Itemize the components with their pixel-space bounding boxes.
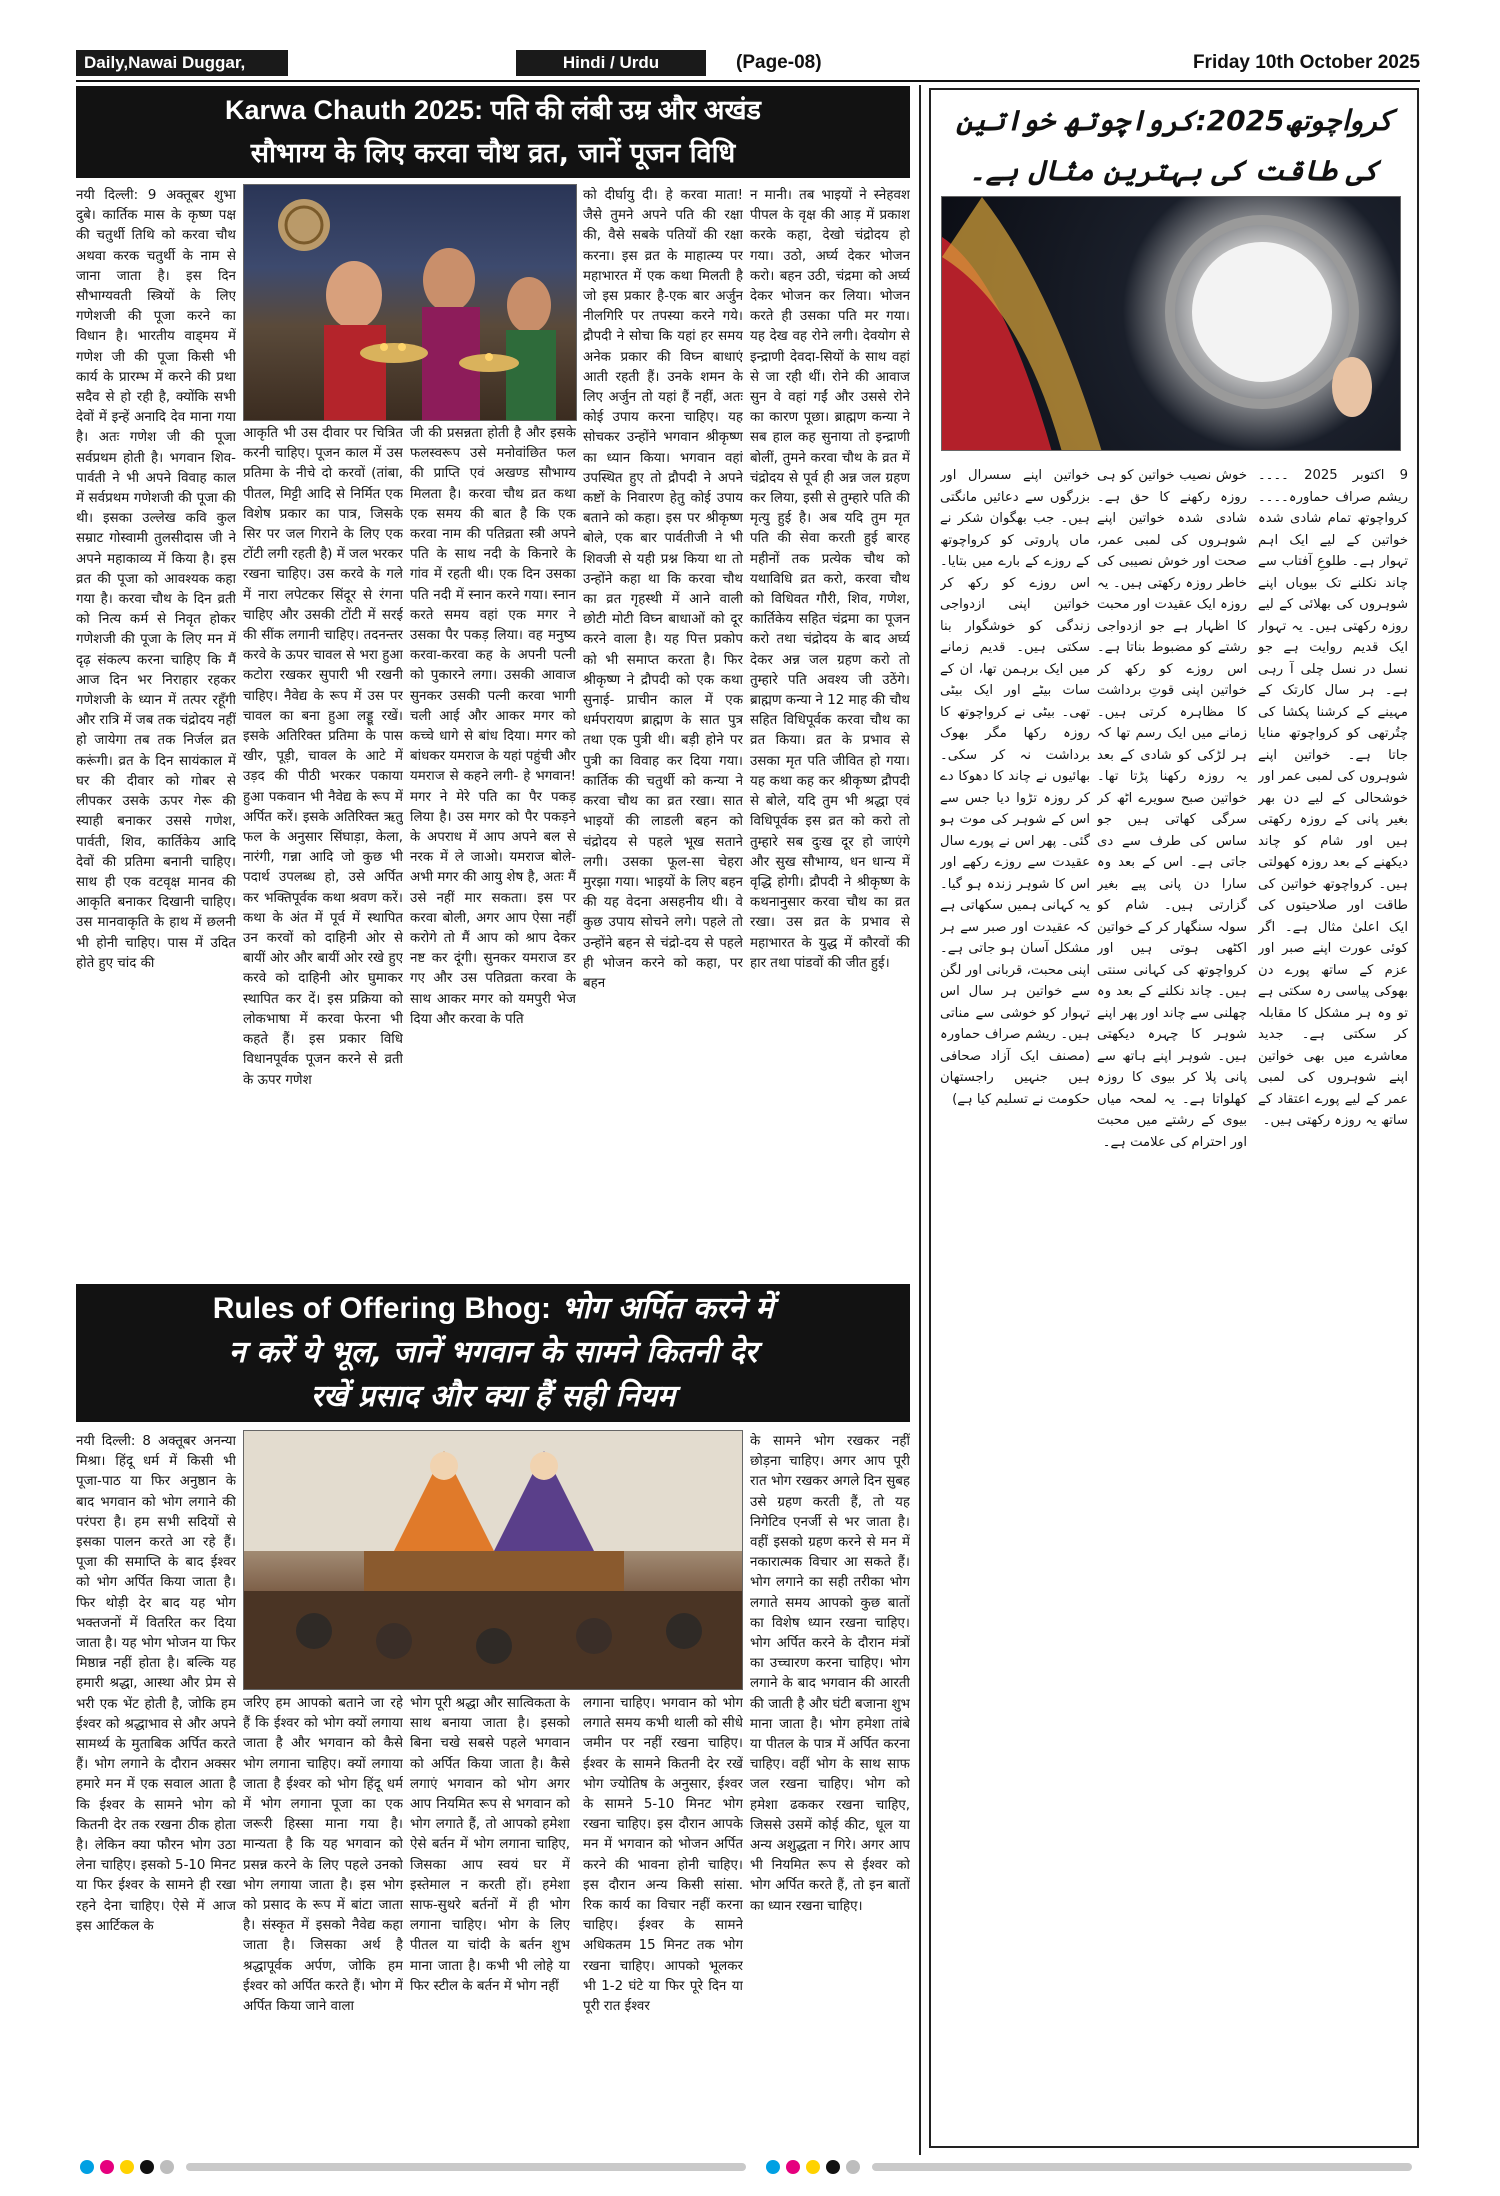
- article1-column-5: न मानी। तब भाइयों ने स्नेहवश पीपल के वृक्ष की आड़ में प्रकाश करके कहा, देखो चंद्रोदय हो गया। उठो, अर्घ्य देकर भोजन करो। बहन उठी, चंद्रमा को अर्घ्य देकर भोजन कर लिया। भोजन करते ही उसका पति मर गया। यह देख वह रोने लगी। देवयोग से इन्द्राणी देवदा-सियों के साथ वहां से जा रही थीं। रोने की आवाज सुन वे वहां गईं और उससे रोने का कारण पूछा। ब्राह्मण कन्या ने सब हाल कह सुनाया तो इन्द्राणी बोलीं, तुमने करवा चौथ के व्रत में चंद्रोदय से पूर्व ही अन्न जल ग्रहण कर लिया, इसी से तुम्हारे पति की मृत्यु हुई है। अब यदि तुम मृत पति की सेवा करती हुई बारह महीनों तक प्रत्येक चौथ को यथाविधि व्रत करो, करवा चौथ को विधिवत गौरी, शिव, गणेश, कार्तिकेय सहित चंद्रमा का पूजन करो तथा चंद्रोदय के बाद अर्घ्य देकर अन्न जल ग्रहण करो तो तुम्हारे पति अवश्य जी उठेंगे। ब्राह्मण कन्या ने 12 माह की चौथ सहित विधिपूर्वक करवा चौथ का व्रत किया। व्रत के प्रभाव से उसका मृत पति जीवित हो गया। यह कथा कह कर श्रीकृष्ण द्रौपदी से बोले, यदि तुम भी श्रद्धा एवं विधिपूर्वक इस व्रत को करो तो तुम्हारे सब दुःख दूर हो जाएंगे और सुख सौभाग्य, धन धान्य में वृद्धि होगी। द्रौपदी ने श्रीकृष्ण के कथनानुसार करवा चौथ का व्रत रखा। उस व्रत के प्रभाव से महाभारत के युद्ध में कौरवों की हार तथा पांडवों की जीत हुई।: [750, 188, 910, 971]
- karwa-chauth-photo: [243, 184, 577, 421]
- women-with-sieves-illustration: [244, 185, 577, 421]
- moon-and-sieve-illustration: [942, 197, 1401, 451]
- urdu-headline: کرواچوتھ2025:کرواچوتھ خواتین کی طاقت کی بہترین مثال ہے۔: [956, 104, 1392, 187]
- article2-headline-line1: [76, 1287, 910, 1331]
- article1-headline: [76, 86, 910, 178]
- article2-column-3: भोग पूरी श्रद्धा और सात्विकता के साथ बनाया जाता है। इसको बिना चखे सबसे पहले भगवान को अर्पित किया जाता है। कैसे लगाएं भगवान को भोग अगर आप नियमित रूप से भगवान को भोग लगाते हैं, तो आपको हमेशा ऐसे बर्तन में भोग लगाना चाहिए, जिसका आप स्वयं घर में इस्तेमाल न करती हों। हमेशा साफ-सुथरे बर्तनों में ही भोग लगाना चाहिए। भोग के लिए पीतल या चांदी के बर्तन शुभ माना जाता है। कभी भी लोहे या फिर स्टील के बर्तन में भोग नहीं: [410, 1696, 570, 1994]
- language-label: Hindi / Urdu: [516, 50, 706, 76]
- article1-column-4: को दीर्घायु दी। हे करवा माता! जैसे तुमने अपने पति की रक्षा की, वैसे सबके पतियों की रक्षा करना। इस व्रत के माहात्म्य पर महाभारत में एक कथा मिलती है जो इस प्रकार है-एक बार अर्जुन नीलगिरि पर तपस्या करने गये। द्रौपदी ने सोचा कि यहां हर समय अनेक प्रकार की विघ्न बाधाएं आती रहती हैं। उनके शमन के लिए अर्जुन तो यहां हैं नहीं, अतः कोई उपाय करना चाहिए। यह सोचकर उन्होंने भगवान श्रीकृष्ण का ध्यान किया। भगवान वहां उपस्थित हुए तो द्रौपदी ने अपने कष्टों के निवारण हेतु कोई उपाय बताने को कहा। इस पर श्रीकृष्ण बोले, एक बार पार्वतीजी ने भी शिवजी से यही प्रश्न किया था तो उन्होंने कहा था कि करवा चौथ का व्रत गृहस्थी में आने वाली छोटी मोटी विघ्न बाधाओं को दूर करने वाला है। यह पित्त प्रकोप को भी समाप्त करता है। फिर श्रीकृष्ण ने द्रौपदी को एक कथा सुनाई- प्राचीन काल में एक धर्मपरायण ब्राह्मण के सात पुत्र तथा एक पुत्री थी। बड़ी होने पर पुत्री का विवाह कर दिया गया। कार्तिक की चतुर्थी को कन्या ने करवा चौथ का व्रत रखा। सात भाइयों की लाडली बहन को चंद्रोदय से पहले भूख सताने लगी। उसका फूल-सा चेहरा मुरझा गया। भाइयों के लिए बहन की यह वेदना असहनीय थी। वे कुछ उपाय सोचने लगे। पहले तो उन्होंने बहन से चंद्रो-दय से पहले ही भोजन करने को कहा, पर बहन: [583, 188, 743, 991]
- article2-headline-english: Rules of Offering Bhog:: [212, 1292, 552, 1325]
- article1-headline-line2: सौभाग्य के लिए करवा चौथ व्रत, जानें पूजन विधि: [250, 138, 736, 169]
- temple-deities-illustration: [244, 1431, 743, 1690]
- registration-marks: [76, 2156, 1420, 2174]
- urdu-column-3: خواتین اپنے سسرال اور بزرگوں سے دعائیں مانگتی ہیں۔ جب بھگوان شکر نے ماں پاروتی کو کرواچوتھ کے روزے کے بارے میں بتایا۔ اس روزے کو رکھ کر خواتین اپنی ازدواجی زندگی کو خوشگوار بنا سکتی ہیں۔ قدیم زمانے میں ایک برہمن تھا، ان کے سات بیٹے اور ایک بیٹی تھی۔ بیٹی نے کرواچوتھ کا روزہ رکھا مگر بھوک برداشت نہ کر سکی۔ بھائیوں نے چاند کا دھوکا دے کر روزہ تڑوا دیا جس سے اس کے شوہر کی موت ہو گئی۔ پھر اس نے پورے سال عقیدت سے روزے رکھے اور اس کا شوہر زندہ ہو گیا۔ یہ کہانی ہمیں سکھاتی ہے کہ عقیدت اور صبر سے ہر مشکل آسان ہو جاتی ہے۔ اپنی محبت، قربانی اور لگن سے خواتین ہر سال اس تہوار کو خوشی سے مناتی ہیں۔ ریشم صراف حماورہ (مصنف ایک آزاد صحافی ہیں جنہیں راجستھان حکومت نے تسلیم کیا ہے): [940, 468, 1090, 1107]
- article2-column-5: के सामने भोग रखकर नहीं छोड़ना चाहिए। अगर आप पूरी रात भोग रखकर अगले दिन सुबह उसे ग्रहण करती हैं, तो यह निगेटिव एनर्जी से भर जाता है। वहीं इसको ग्रहण करने से मन में नकारात्मक विचार आ सकते हैं। भोग लगाने का सही तरीका भोग लगाते समय आपको कुछ बातों का विशेष ध्यान रखना चाहिए। भोग अर्पित करने के दौरान मंत्रों का उच्चारण करना चाहिए। भोग लगाने के बाद भगवान की आरती की जाती है और घंटी बजाना शुभ माना जाता है। भोग हमेशा तांबे या पीतल के पात्र में अर्पित करना चाहिए। वहीं भोग के साथ साफ जल रखना चाहिए। भोग को हमेशा ढककर रखना चाहिए, जिससे उसमें कोई कीट, धूल या अन्य अशुद्धता न गिरे। अगर आप भी नियमित रूप से ईश्वर को भोग अर्पित करते हैं, तो इन बातों का ध्यान रखना चाहिए।: [750, 1434, 910, 1914]
- article2-headline-line2: न करें ये भूल, जानें भगवान के सामने कितनी देर: [228, 1335, 758, 1370]
- registration-dot: [160, 2160, 174, 2174]
- footer-bar: [872, 2163, 1412, 2171]
- article1-headline-line1: Karwa Chauth 2025: पति की लंबी उम्र और अखंड: [224, 95, 762, 125]
- article2-headline: [76, 1284, 910, 1422]
- registration-dot: [140, 2160, 154, 2174]
- registration-dot: [806, 2160, 820, 2174]
- publication-name: Daily,Nawai Duggar,: [76, 50, 288, 76]
- article2-column-4: लगाना चाहिए। भगवान को भोग लगाते समय कभी थाली को सीधे जमीन पर नहीं रखना चाहिए। ईश्वर के सामने कितनी देर रखें भोग ज्योतिष के अनुसार, ईश्वर के सामने 5-10 मिनट भोग रखना चाहिए। इस दौरान आपके मन में भगवान को भोजन अर्पित करने की भावना होनी चाहिए। इस दौरान अन्य किसी सांसा. रिक कार्य का विचार नहीं करना चाहिए। ईश्वर के सामने अधिकतम 15 मिनट तक भोग रखना चाहिए। आपको भूलकर भी 1-2 घंटे या फिर पूरे दिन या पूरी रात ईश्वर: [583, 1696, 743, 2015]
- registration-dot: [120, 2160, 134, 2174]
- article1-column-2: आकृति भी उस दीवार पर चित्रित करनी चाहिए। पूजन काल में उस प्रतिमा के नीचे दो करवों (तांबा, पीतल, मिट्टी आदि से निर्मित एक विशेष प्रकार का पात्र, जिसके सिर पर जल गिराने के लिए एक टोंटी लगी रहती है) में जल भरकर रखना चाहिए। उस करवे के गले में नारा लपेटकर सिंदूर से रंगना चाहिए और उसकी टोंटी में सरई की सींक लगानी चाहिए। तदनन्तर करवे के ऊपर चावल से भरा हुआ कटोरा रखकर सुपारी भी रखनी चाहिए। नैवेद्य के रूप में उस पर चावल का बना हुआ लड्डू रखें। इसके अतिरिक्त प्रतिमा के पास खीर, पूड़ी, चावल के आटे में उड़द की पीठी भरकर पकाया हुआ पकवान भी नैवेद्य के रूप में अर्पित करें। इसके अतिरिक्त ऋतु फल के अनुसार सिंघाड़ा, केला, नारंगी, गन्ना आदि जो कुछ भी पदार्थ उपलब्ध हो, उसे अर्पित कर भक्तिपूर्वक कथा श्रवण करें। कथा के अंत में पूर्व में स्थापित उन करवों को दाहिनी ओर से बायीं ओर और बायीं ओर रखे हुए करवे को दाहिनी ओर घुमाकर स्थापित कर दें। इस प्रक्रिया को लोकभाषा में करवा फेरना भी कहते हैं। इस प्रकार विधि विधानपूर्वक पूजन करने से व्रती के ऊपर गणेश: [243, 426, 403, 1088]
- registration-dot: [80, 2160, 94, 2174]
- footer-bar: [186, 2163, 746, 2171]
- masthead: [76, 50, 1420, 84]
- registration-dot: [786, 2160, 800, 2174]
- bhog-offering-photo: [243, 1430, 743, 1690]
- section-divider: [919, 85, 921, 2155]
- article2-column-1: नयी दिल्ली: 8 अक्तूबर अनन्या मिश्रा। हिंदू धर्म में किसी भी पूजा-पाठ या फिर अनुष्ठान के बाद भगवान को भोग लगाने की परंपरा है। हम सभी सदियों से इसका पालन करते आ रहे हैं। पूजा की समाप्ति के बाद ईश्वर को भोग अर्पित किया जाता है। फिर थोड़ी देर बाद यह भोग भक्तजनों में वितरित कर दिया जाता है। यह भोग भोजन या फिर मिष्ठान्न नहीं होता है। बल्कि यह हमारी श्रद्धा, आस्था और प्रेम से भरी एक भेंट होती है, जोकि हम ईश्वर को श्रद्धाभाव से और अपने सामर्थ्य के मुताबिक अर्पित करते हैं। भोग लगाने के दौरान अक्सर हमारे मन में एक सवाल आता है कि ईश्वर के सामने भोग को कितनी देर तक रखना ठीक होता है। लेकिन क्या फौरन भोग उठा लेना चाहिए। इसको 5-10 मिनट या फिर ईश्वर के सामने ही रखा रहने देना चाहिए। ऐसे में आज इस आर्टिकल के: [76, 1434, 236, 1934]
- moon-sieve-photo: [941, 196, 1401, 451]
- header-rule: [76, 80, 1420, 82]
- article1-column-1: नयी दिल्ली: 9 अक्तूबर शुभा दुबे। कार्तिक मास के कृष्ण पक्ष की चतुर्थी तिथि को करवा चौथ अथवा करक चतुर्थी के नाम से जाना जाता है। इस दिन सौभाग्यवती स्त्रियों के लिए गणेशजी की पूजा करने का विधान है। भारतीय वाड्मय में गणेश जी की पूजा किसी भी कार्य के प्रारम्भ में करने की प्रथा सदैव से हो रही है, क्योंकि सभी देवों में इन्हें अनादि देव माना गया है। अतः गणेश जी की पूजा सर्वप्रथम होती है। भगवान शिव-पार्वती ने भी अपने विवाह काल में सर्वप्रथम गणेशजी की पूजा की थी। इसका उल्लेख कवि कुल सम्राट गोस्वामी तुलसीदास जी ने अपने महाकाव्य में किया है। इस व्रत की पूजा को आवश्यक कहा गया है। करवा चौथ के दिन व्रती को नित्य कर्म से निवृत होकर गणेशजी की पूजा के लिए मन में दृढ़ संकल्प करना चाहिए कि मैं आज दिन भर निराहार रहकर गणेशजी के ध्यान में तत्पर रहूँगी और रात्रि में जब तक चंद्रोदय नहीं हो जायेगा तब तक निर्जल व्रत करूंगी। व्रत के दिन सायंकाल में घर की दीवार को गोबर से लीपकर उसके ऊपर गेरू की स्याही बनाकर उससे गणेश, पार्वती, शिव, कार्तिकेय आदि देवों की प्रतिमा बनानी चाहिए। साथ ही एक वटवृक्ष मानव की आकृति बनाकर दिखानी चाहिए। उस मानवाकृति के हाथ में छलनी भी होनी चाहिए। पास में उदित होते हुए चांद की: [76, 188, 236, 971]
- page-number: (Page-08): [736, 52, 822, 73]
- article1-column-3: जी की प्रसन्नता होती है और इसके फलस्वरूप उसे मनोवांछित फल की प्राप्ति एवं अखण्ड सौभाग्य मिलता है। करवा चौथ व्रत कथा एक समय की बात है कि एक करवा नाम की पतिव्रता स्त्री अपने पति के साथ नदी के किनारे के गांव में रहती थी। एक दिन उसका पति नदी में स्नान करने गया। स्नान करते समय वहां एक मगर ने उसका पैर पकड़ लिया। वह मनुष्य करवा-करवा कह के अपनी पत्नी को पुकारने लगा। उसकी आवाज सुनकर उसकी पत्नी करवा भागी चली आई और आकर मगर को कच्चे धागे से बांध दिया। मगर को बांधकर यमराज के यहां पहुंची और यमराज से कहने लगी- हे भगवान! मगर ने मेरे पति का पैर पकड़ लिया है। उस मगर को पैर पकड़ने के अपराध में आप अपने बल से नरक में ले जाओ। यमराज बोले- अभी मगर की आयु शेष है, अतः मैं उसे नहीं मार सकता। इस पर करवा बोली, अगर आप ऐसा नहीं करोगे तो मैं आप को श्राप देकर नष्ट कर दूंगी। सुनकर यमराज डर गए और उस पतिव्रता करवा के साथ आकर मगर को यमपुरी भेज दिया और करवा के पति: [410, 426, 576, 1027]
- article2-column-2: जरिए हम आपको बताने जा रहे हैं कि ईश्वर को भोग क्यों लगाया जाता है और भगवान को कैसे भोग लगाना चाहिए। क्यों लगाया जाता है ईश्वर को भोग हिंदू धर्म में भोग लगाना पूजा का एक जरूरी हिस्सा माना गया है। मान्यता है कि यह भगवान को प्रसन्न करने के लिए पहले उनको भोग लगाया जाता है। इस भोग को प्रसाद के रूप में बांटा जाता है। संस्कृत में इसको नैवेद्य कहा जाता है। जिसका अर्थ है श्रद्धापूर्वक अर्पण, जोकि हम ईश्वर को अर्पित करते हैं। भोग में अर्पित किया जाने वाला: [243, 1696, 403, 2015]
- article2-headline-line3: रखें प्रसाद और क्या हैं सही नियम: [310, 1379, 676, 1414]
- registration-dot: [766, 2160, 780, 2174]
- issue-date: Friday 10th October 2025: [1192, 52, 1420, 73]
- urdu-column-1: 9 اکتوبر 2025 ۔۔۔۔ ریشم صراف حماورہ۔۔۔۔ کرواچوتھ تمام شادی شدہ خواتین کے لیے ایک اہم تہوار ہے۔ طلوعِ آفتاب سے چاند نکلنے تک بیویاں اپنے شوہروں کی بھلائی کے لیے روزہ رکھتی ہیں۔ یہ تہوار ایک قدیم روایت ہے جو نسل در نسل چلی آ رہی ہے۔ ہر سال کارتک کے مہینے کے کرشنا پکشا کی چتُرتھی کو کرواچوتھ منایا جاتا ہے۔ خواتین اپنے شوہروں کی لمبی عمر اور خوشحالی کے لیے دن بھر بغیر پانی کے روزہ رکھتی ہیں اور شام کو چاند دیکھنے کے بعد روزہ کھولتی ہیں۔ کرواچوتھ خواتین کی طاقت اور صلاحیتوں کی ایک اعلیٰ مثال ہے۔ اگر کوئی عورت اپنے صبر اور عزم کے ساتھ پورے دن بھوکی پیاسی رہ سکتی ہے تو وہ ہر مشکل کا مقابلہ کر سکتی ہے۔ جدید معاشرے میں بھی خواتین اپنے شوہروں کی لمبی عمر کے لیے پورے اعتقاد کے ساتھ یہ روزہ رکھتی ہیں۔: [1258, 468, 1408, 1128]
- registration-dot: [826, 2160, 840, 2174]
- registration-dot: [100, 2160, 114, 2174]
- urdu-column-2: خوش نصیب خواتین کو ہی روزہ رکھنے کا حق ہے۔ شادی شدہ خواتین اپنے شوہروں کی لمبی عمر، صحت اور خوش نصیبی کی خاطر روزہ رکھتی ہیں۔ یہ روزہ ایک عقیدت اور محبت کا اظہار ہے جو ازدواجی رشتے کو مضبوط بناتا ہے۔ اس روزے کو رکھ کر خواتین اپنی قوتِ برداشت کا مظاہرہ کرتی ہیں۔ زمانے میں ایک رسم تھا کہ ہر لڑکی کو شادی کے بعد یہ روزہ رکھنا پڑتا تھا۔ خواتین صبح سویرے اٹھ کر سرگی کھاتی ہیں جو ساس کی طرف سے دی جاتی ہے۔ اس کے بعد وہ سارا دن پانی پیے بغیر گزارتی ہیں۔ شام کو سولہ سنگھار کر کے خواتین اکٹھی ہوتی ہیں اور کرواچوتھ کی کہانی سنتی ہیں۔ چاند نکلنے کے بعد وہ چھلنی سے چاند اور پھر اپنے شوہر کا چہرہ دیکھتی ہیں۔ شوہر اپنے ہاتھ سے پانی پلا کر بیوی کا روزہ کھلواتا ہے۔ یہ لمحہ میاں بیوی کے رشتے میں محبت اور احترام کی علامت ہے۔: [1097, 468, 1247, 1150]
- article2-headline-hindi: भोग अर्पित करने में: [561, 1291, 774, 1326]
- registration-dot: [846, 2160, 860, 2174]
